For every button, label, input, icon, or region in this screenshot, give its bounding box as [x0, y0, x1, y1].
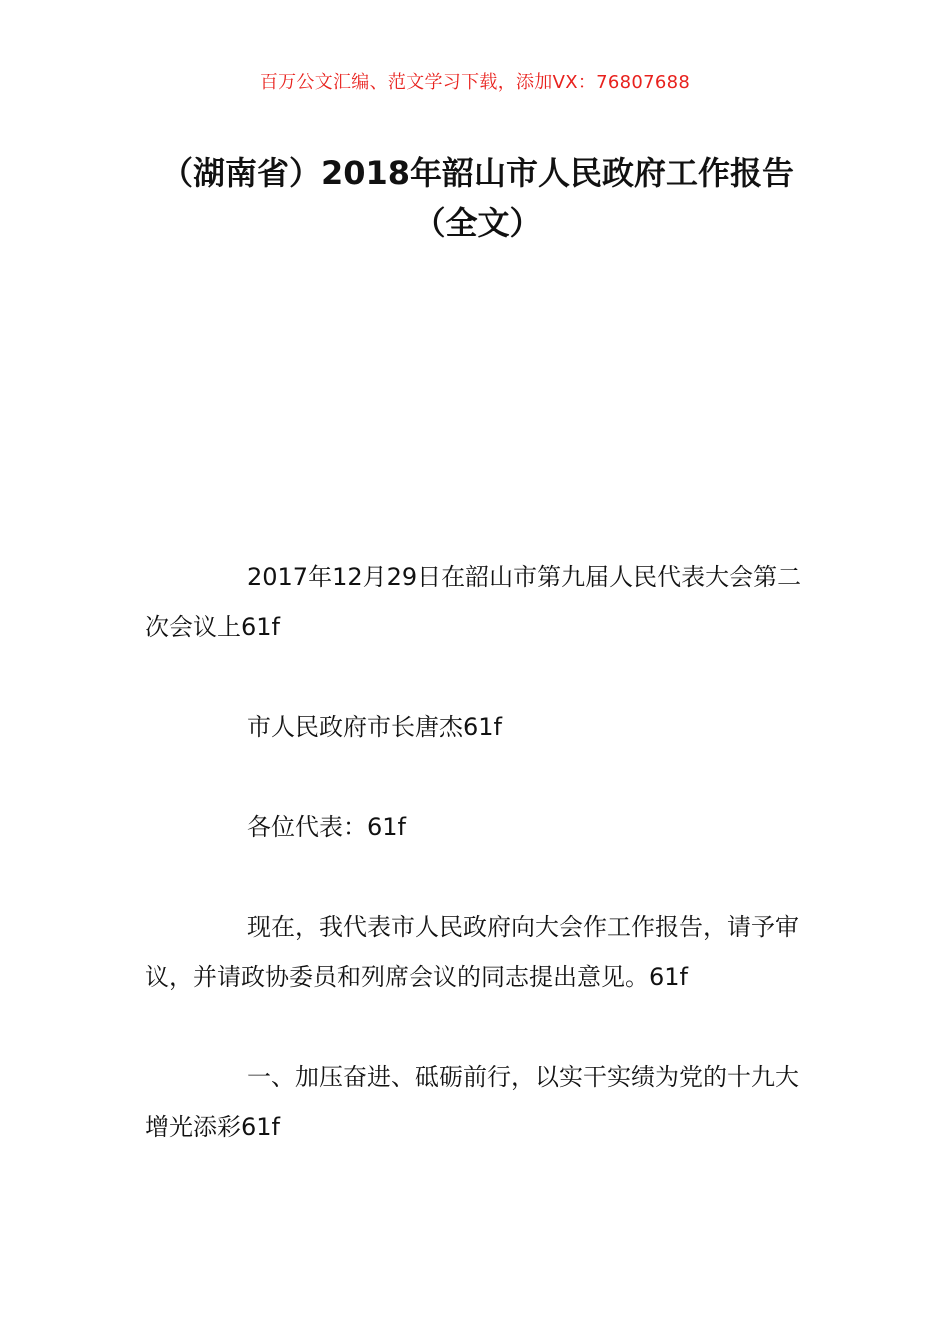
header-note: 百万公文汇编、范文学习下载，添加VX：76807688	[259, 72, 691, 93]
document-title: （湖南省）2018年韶山市人民政府工作报告（全文）	[160, 154, 795, 242]
paragraph-salutation: 各位代表：61f	[247, 813, 406, 841]
document-body	[145, 552, 810, 1202]
paragraph-intro: 现在，我代表市人民政府向大会作工作报告，请予审议，并请政协委员和列席会议的同志提出意见。61f	[145, 913, 799, 991]
section-heading-1: 一、加压奋进、砥砺前行，以实干实绩为党的十九大增光添彩61f	[145, 1063, 799, 1141]
paragraph-date-venue: 2017年12月29日在韶山市第九届人民代表大会第二次会议上61f	[145, 563, 802, 641]
paragraph-speaker: 市人民政府市长唐杰61f	[247, 713, 502, 741]
